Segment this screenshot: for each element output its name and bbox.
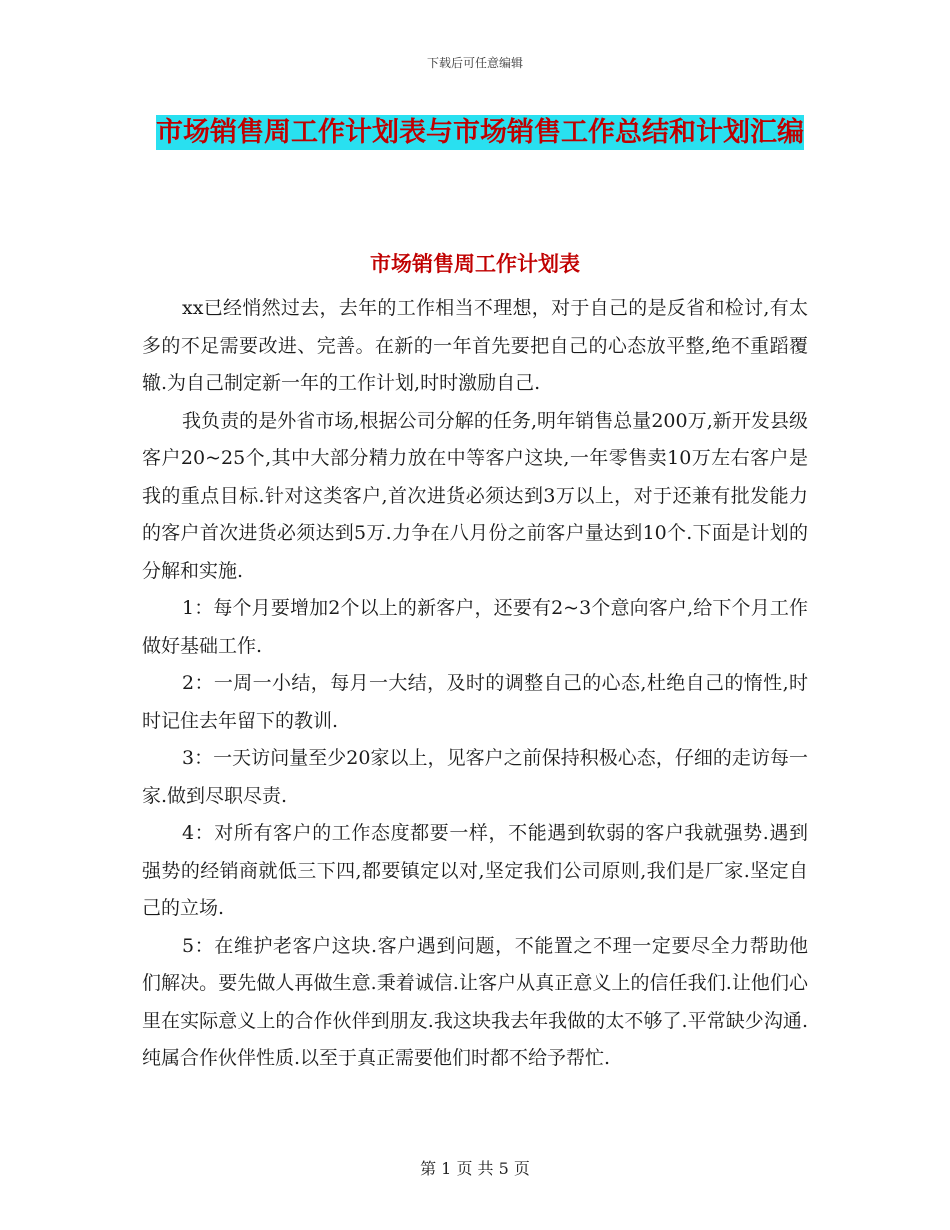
list-item: 1：每个月要增加2个以上的新客户，还要有2~3个意向客户,给下个月工作做好基础工作. xyxy=(142,597,808,657)
paragraph: xx已经悄然过去，去年的工作相当不理想，对于自己的是反省和检讨,有太多的不足需要改进、完善。在新的一年首先要把自己的心态放平整,绝不重蹈覆辙.为自己制定新一年的工作计划,时时激励自己. xyxy=(142,297,808,394)
document-title xyxy=(140,110,820,156)
paragraph: 我负责的是外省市场,根据公司分解的任务,明年销售总量200万,新开发县级客户20~25个,其中大部分精力放在中等客户这块,一年零售卖10万左右客户是我的重点目标.针对这类客户,首次进货必须达到3万以上，对于还兼有批发能力的客户首次进货必须达到5万.力争在八月份之前客户量达到10个.下面是计划的分解和实施. xyxy=(142,409,808,582)
list-item: 4：对所有客户的工作态度都要一样，不能遇到软弱的客户我就强势.遇到强势的经销商就低三下四,都要镇定以对,坚定我们公司原则,我们是厂家.坚定自己的立场. xyxy=(142,822,808,919)
document-body xyxy=(142,290,808,1078)
list-item: 5：在维护老客户这块.客户遇到问题，不能置之不理一定要尽全力帮助他们解决。要先做人再做生意.秉着诚信.让客户从真正意义上的信任我们.让他们心里在实际意义上的合作伙伴到朋友.我这块我去年我做的太不够了.平常缺少沟通.纯属合作伙伴性质.以至于真正需要他们时都不给予帮忙. xyxy=(142,934,808,1069)
header-note: 下载后可任意编辑 xyxy=(426,56,523,70)
page-footer: 第 1 页 共 5 页 xyxy=(420,1159,530,1178)
list-item: 2：一周一小结，每月一大结，及时的调整自己的心态,杜绝自己的惰性,时时记住去年留下的教训. xyxy=(142,672,808,732)
document-title-text: 市场销售周工作计划表与市场销售工作总结和计划汇编 xyxy=(156,117,804,148)
list-item: 3：一天访问量至少20家以上，见客户之前保持积极心态，仔细的走访每一家.做到尽职尽责. xyxy=(142,747,808,807)
section-title: 市场销售周工作计划表 xyxy=(370,252,580,276)
